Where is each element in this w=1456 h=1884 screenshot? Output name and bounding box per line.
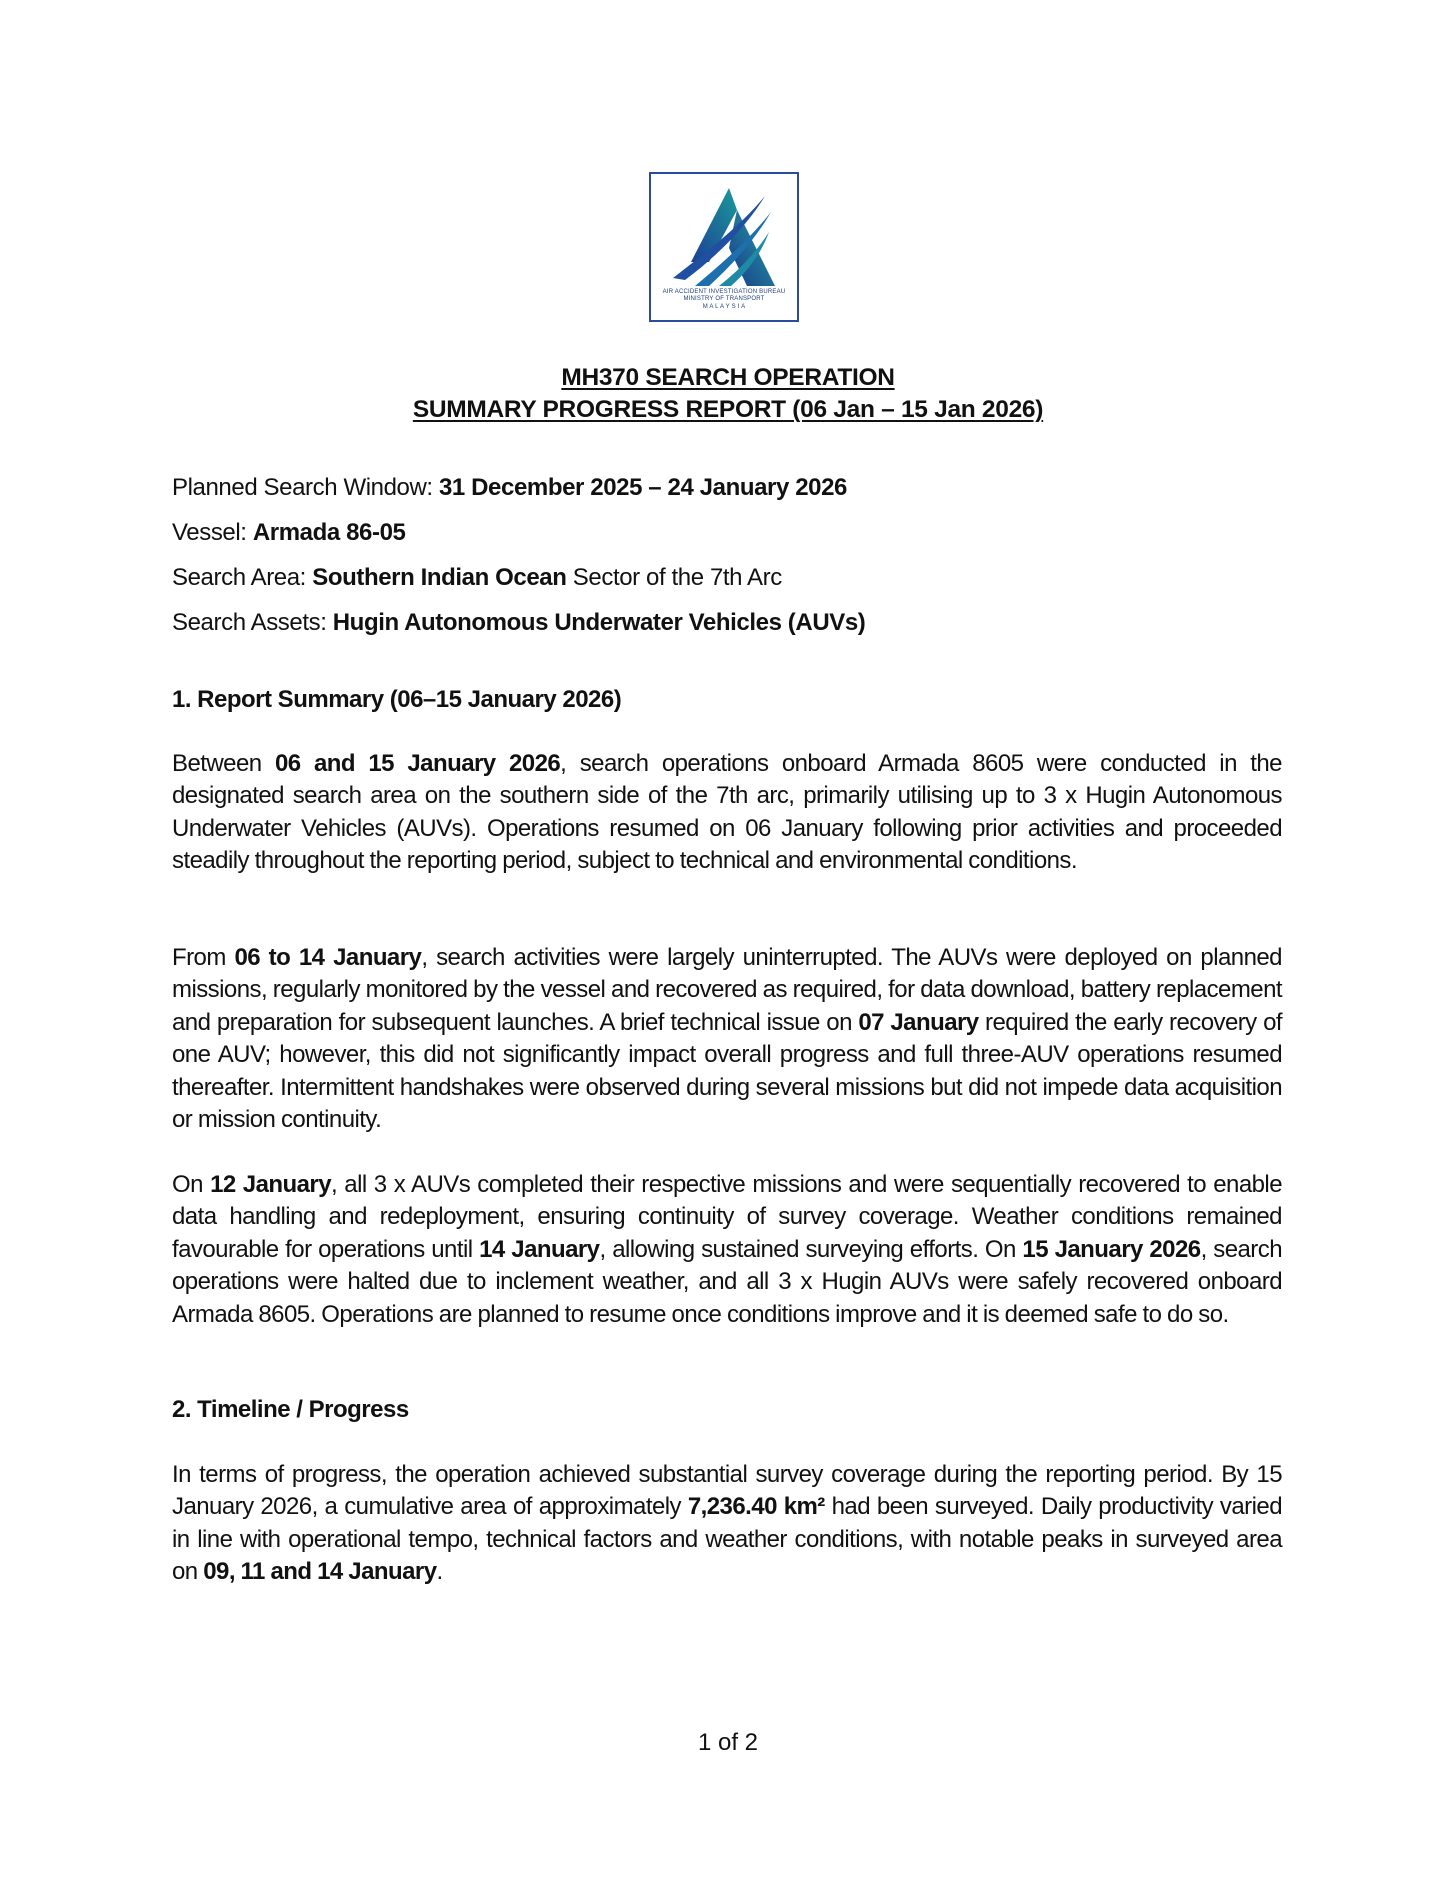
- paragraph: [172, 1169, 1282, 1331]
- emphasis-text: 06 to 14 January: [234, 944, 422, 971]
- body-text: , search operations were halted due to inclement weather, and all 3 x Hugin AUVs were safely recovered onboard Armada 8605. Operations are planned to resume once conditions improve and it is deemed safe to do so.: [172, 1235, 1282, 1328]
- meta-vessel: [172, 519, 405, 547]
- body-text: had been surveyed. Daily productivity varied in line with operational tempo, technical factors and weather conditions, with notable peaks in surveyed area on: [172, 1493, 1282, 1586]
- meta-suffix: Sector of the 7th Arc: [566, 564, 782, 591]
- report-title-line-1: MH370 SEARCH OPERATION: [561, 364, 895, 391]
- paragraph: [172, 1459, 1282, 1589]
- body-text: In terms of progress, the operation achieved substantial survey coverage during the reporting period. By 15 January 2026, a cumulative area of approximately: [172, 1461, 1282, 1521]
- body-text: From: [172, 944, 235, 971]
- emphasis-text: 14 January: [479, 1235, 600, 1263]
- emphasis-text: 7,236.40 km²: [687, 1493, 825, 1521]
- body-text: Between: [172, 750, 275, 777]
- meta-value: Armada 86-05: [252, 519, 406, 546]
- body-text: , all 3 x AUVs completed their respective missions and were sequentially recovered to enable data handling and redeployment, ensuring continuity of survey coverage. Weather conditions remained favourable for operations until: [172, 1171, 1282, 1263]
- meta-label: Search Assets:: [172, 609, 333, 636]
- section-heading-timeline-progress: 2. Timeline / Progress: [172, 1396, 409, 1423]
- meta-search-window: [172, 474, 847, 502]
- body-text: , allowing sustained surveying efforts. On: [599, 1235, 1023, 1263]
- meta-search-area: [172, 564, 782, 592]
- body-text: .: [436, 1558, 443, 1586]
- page-number: 1 of 2: [697, 1729, 759, 1756]
- body-text: On: [172, 1171, 211, 1198]
- logo-text-line-3: M A L A Y S I A: [702, 304, 746, 310]
- meta-label: Search Area:: [172, 564, 313, 591]
- body-text: required the early recovery of one AUV; however, this did not significantly impact overall progress and full three-AUV operations resumed thereafter. Intermittent handshakes were observed during several missions but did not impede data acquisition or mission continuity.: [172, 1008, 1282, 1134]
- body-text: , search activities were largely uninterrupted. The AUVs were deployed on planned missions, regularly monitored by the vessel and recovered as required, for data download, battery replacement and preparation for subsequent launches. A brief technical issue on: [172, 944, 1282, 1036]
- body-text: , search operations onboard Armada 8605 were conducted in the designated search area on the southern side of the 7th arc, primarily utilising up to 3 x Hugin Autonomous Underwater Vehicles (AUVs). Operations resumed on 06 January following prior activities and proceeded steadily throughout the reporting period, subject to technical and environmental conditions.: [172, 750, 1282, 875]
- meta-value: Southern Indian Ocean: [312, 564, 567, 591]
- emphasis-text: 06 and 15 January 2026: [274, 750, 561, 777]
- aaib-logo: [649, 172, 799, 322]
- meta-value: 31 December 2025 – 24 January 2026: [438, 474, 847, 501]
- emphasis-text: 12 January: [210, 1171, 332, 1198]
- logo-text-line-1: AIR ACCIDENT INVESTIGATION BUREAU: [662, 289, 786, 295]
- paragraph: [172, 942, 1282, 1136]
- emphasis-text: 09, 11 and 14 January: [203, 1558, 437, 1586]
- emphasis-text: 07 January: [858, 1008, 979, 1036]
- meta-value: Hugin Autonomous Underwater Vehicles (AUVs): [332, 609, 866, 636]
- meta-label: Planned Search Window:: [172, 474, 439, 501]
- emphasis-text: 15 January 2026: [1022, 1235, 1201, 1263]
- section-heading-report-summary: 1. Report Summary (06–15 January 2026): [172, 686, 622, 713]
- paragraph: [172, 748, 1282, 878]
- meta-label: Vessel:: [172, 519, 253, 546]
- report-title-line-2: SUMMARY PROGRESS REPORT (06 Jan – 15 Jan 2026): [412, 396, 1044, 423]
- meta-search-assets: [172, 609, 865, 637]
- logo-text-line-2: MINISTRY OF TRANSPORT: [683, 296, 765, 302]
